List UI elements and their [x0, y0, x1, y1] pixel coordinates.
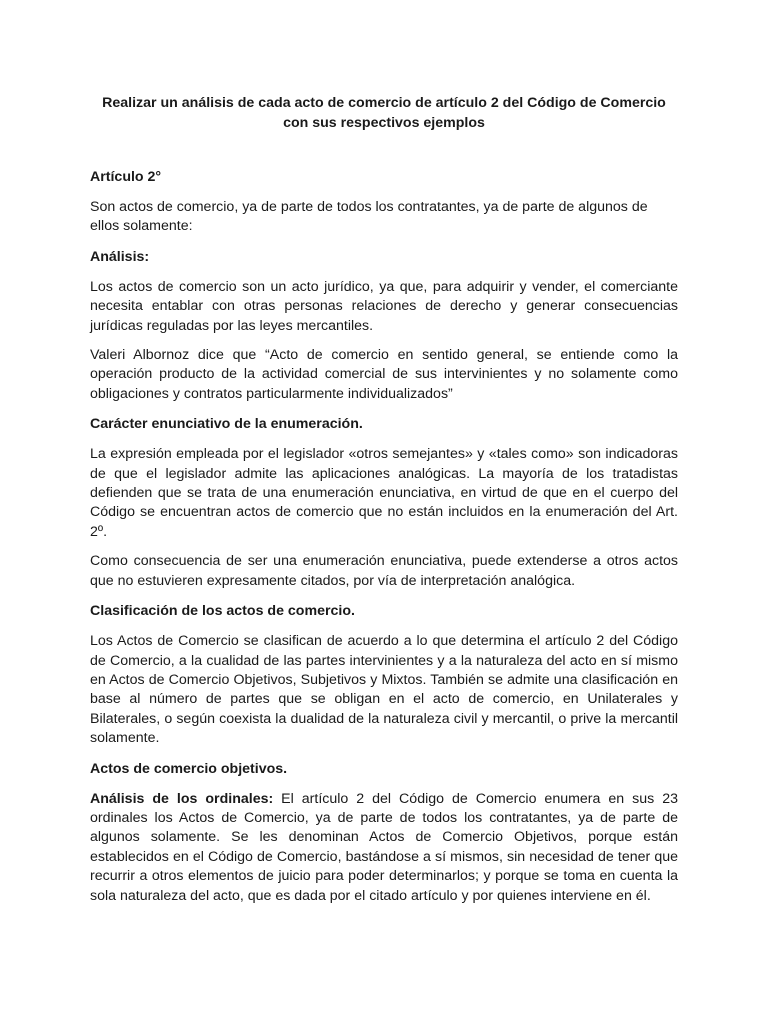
- ordinales-label: Análisis de los ordinales:: [90, 790, 274, 807]
- analisis-paragraph-1: Los actos de comercio son un acto jurídico, ya que, para adquirir y vender, el comerciante necesita entablar con otras personas relaciones de derecho y generar consecuencias jurídicas reguladas por las leyes mercantiles.: [90, 278, 678, 334]
- document-page: [90, 93, 678, 916]
- analisis-paragraph-2: Valeri Albornoz dice que “Acto de comercio en sentido general, se entiende como la operación producto de la actividad comercial de sus intervinientes y no solamente como obligaciones y contratos particularmente individualizados”: [90, 347, 678, 402]
- articulo-paragraph: Son actos de comercio, ya de parte de todos los contratantes, ya de parte de algunos de ellos solamente:: [90, 199, 648, 235]
- document-title: Realizar un análisis de cada acto de comercio de artículo 2 del Código de Comercio con sus respectivos ejemplos: [102, 95, 666, 131]
- ordinales-paragraph: [90, 790, 678, 906]
- clasificacion-paragraph: Los Actos de Comercio se clasifican de acuerdo a lo que determina el artículo 2 del Código de Comercio, a la cualidad de las partes intervinientes y a la naturaleza del acto en sí mismo en Actos de Comercio Objetivos, Subjetivos y Mixtos. También se admite una clasificación en base al número de partes que se obligan en el acto de comercio, en Unilaterales y Bilaterales, o según coexista la dualidad de la naturaleza civil y mercantil, o prive la mercantil solamente.: [90, 633, 678, 747]
- caracter-paragraph-2: Como consecuencia de ser una enumeración enunciativa, puede extenderse a otros actos que no estuvieren expresamente citados, por vía de interpretación analógica.: [90, 553, 678, 589]
- ordinales-text: El artículo 2 del Código de Comercio enumera en sus 23 ordinales los Actos de Comercio, ya de parte de todos los contratantes, ya de parte de algunos solamente. Se les denominan Actos de Comercio Objetivos, porque están establecidos en el Código de Comercio, bastándose a sí mismos, sin necesidad de tener que recurrir a otros elementos de juicio para poder determinarlos; y porque se toma en cuenta la sola naturaleza del acto, que es dada por el citado artículo y por quienes interviene en él.: [90, 790, 678, 904]
- analisis-heading: Análisis:: [90, 248, 150, 265]
- caracter-paragraph-1: La expresión empleada por el legislador «otros semejantes» y «tales como» son indicadoras de que el legislador admite las aplicaciones analógicas. La mayoría de los tratadistas defienden que se trata de una enumeración enunciativa, en virtud de que en el cuerpo del Código se encuentran actos de comercio que no están incluidos en la enumeración del Art. 2º.: [90, 446, 678, 540]
- clasificacion-heading: Clasificación de los actos de comercio.: [90, 603, 355, 620]
- caracter-heading: Carácter enunciativo de la enumeración.: [90, 416, 363, 433]
- articulo-heading: Artículo 2°: [90, 169, 162, 185]
- objetivos-heading: Actos de comercio objetivos.: [90, 760, 288, 777]
